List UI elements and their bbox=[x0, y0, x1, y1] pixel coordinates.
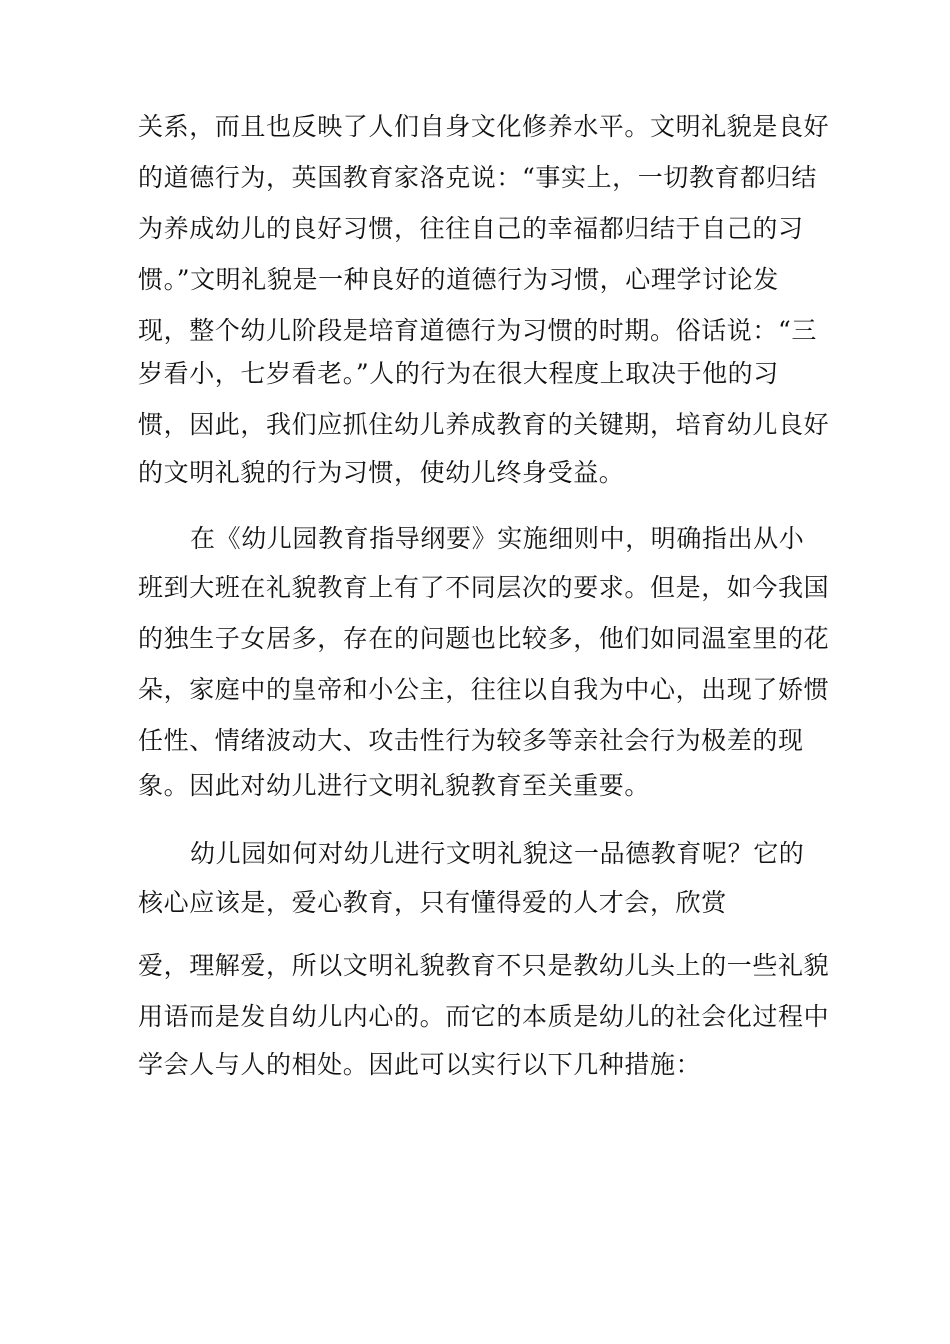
paragraph-2-line-4: 朵，家庭中的皇帝和小公主，往往以自我为中心，出现了娇惯 bbox=[138, 675, 830, 704]
paragraph-3-line-2: 核心应该是，爱心教育，只有懂得爱的人才会，欣赏 bbox=[138, 888, 727, 917]
paragraph-2-line-5: 任性、情绪波动大、攻击性行为较多等亲社会行为极差的现 bbox=[138, 726, 804, 755]
paragraph-1-line-6: 岁看小，七岁看老。”人的行为在很大程度上取决于他的习 bbox=[138, 359, 779, 388]
paragraph-4-line-3: 学会人与人的相处。因此可以实行以下几种措施： bbox=[138, 1050, 702, 1079]
paragraph-4-line-2: 用语而是发自幼儿内心的。而它的本质是幼儿的社会化过程中 bbox=[138, 1002, 830, 1031]
paragraph-2-line-1: 在《幼儿园教育指导纲要》实施细则中，明确指出从小 bbox=[190, 524, 805, 553]
paragraph-1-line-3: 为养成幼儿的良好习惯，往往自己的幸福都归结于自己的习 bbox=[138, 214, 804, 243]
paragraph-1-line-8: 的文明礼貌的行为习惯，使幼儿终身受益。 bbox=[138, 458, 625, 487]
paragraph-2-line-6: 象。因此对幼儿进行文明礼貌教育至关重要。 bbox=[138, 771, 651, 800]
paragraph-1-line-4: 惯。”文明礼貌是一种良好的道德行为习惯，心理学讨论发 bbox=[138, 265, 779, 294]
paragraph-4-line-1: 爱，理解爱，所以文明礼貌教育不只是教幼儿头上的一些礼貌 bbox=[138, 951, 830, 980]
paragraph-2-line-2: 班到大班在礼貌教育上有了不同层次的要求。但是，如今我国 bbox=[138, 573, 830, 602]
paragraph-2-line-3: 的独生子女居多，存在的问题也比较多，他们如同温室里的花 bbox=[138, 624, 830, 653]
paragraph-1-line-1: 关系，而且也反映了人们自身文化修养水平。文明礼貌是良好 bbox=[138, 112, 830, 141]
paragraph-1-line-5: 现，整个幼儿阶段是培育道德行为习惯的时期。俗话说：“三 bbox=[138, 316, 817, 345]
paragraph-1-line-2: 的道德行为，英国教育家洛克说：“事实上，一切教育都归结 bbox=[138, 163, 817, 192]
paragraph-1-line-7: 惯，因此，我们应抓住幼儿养成教育的关键期，培育幼儿良好 bbox=[138, 410, 830, 439]
paragraph-3-line-1: 幼儿园如何对幼儿进行文明礼貌这一品德教育呢？它的 bbox=[190, 839, 805, 868]
